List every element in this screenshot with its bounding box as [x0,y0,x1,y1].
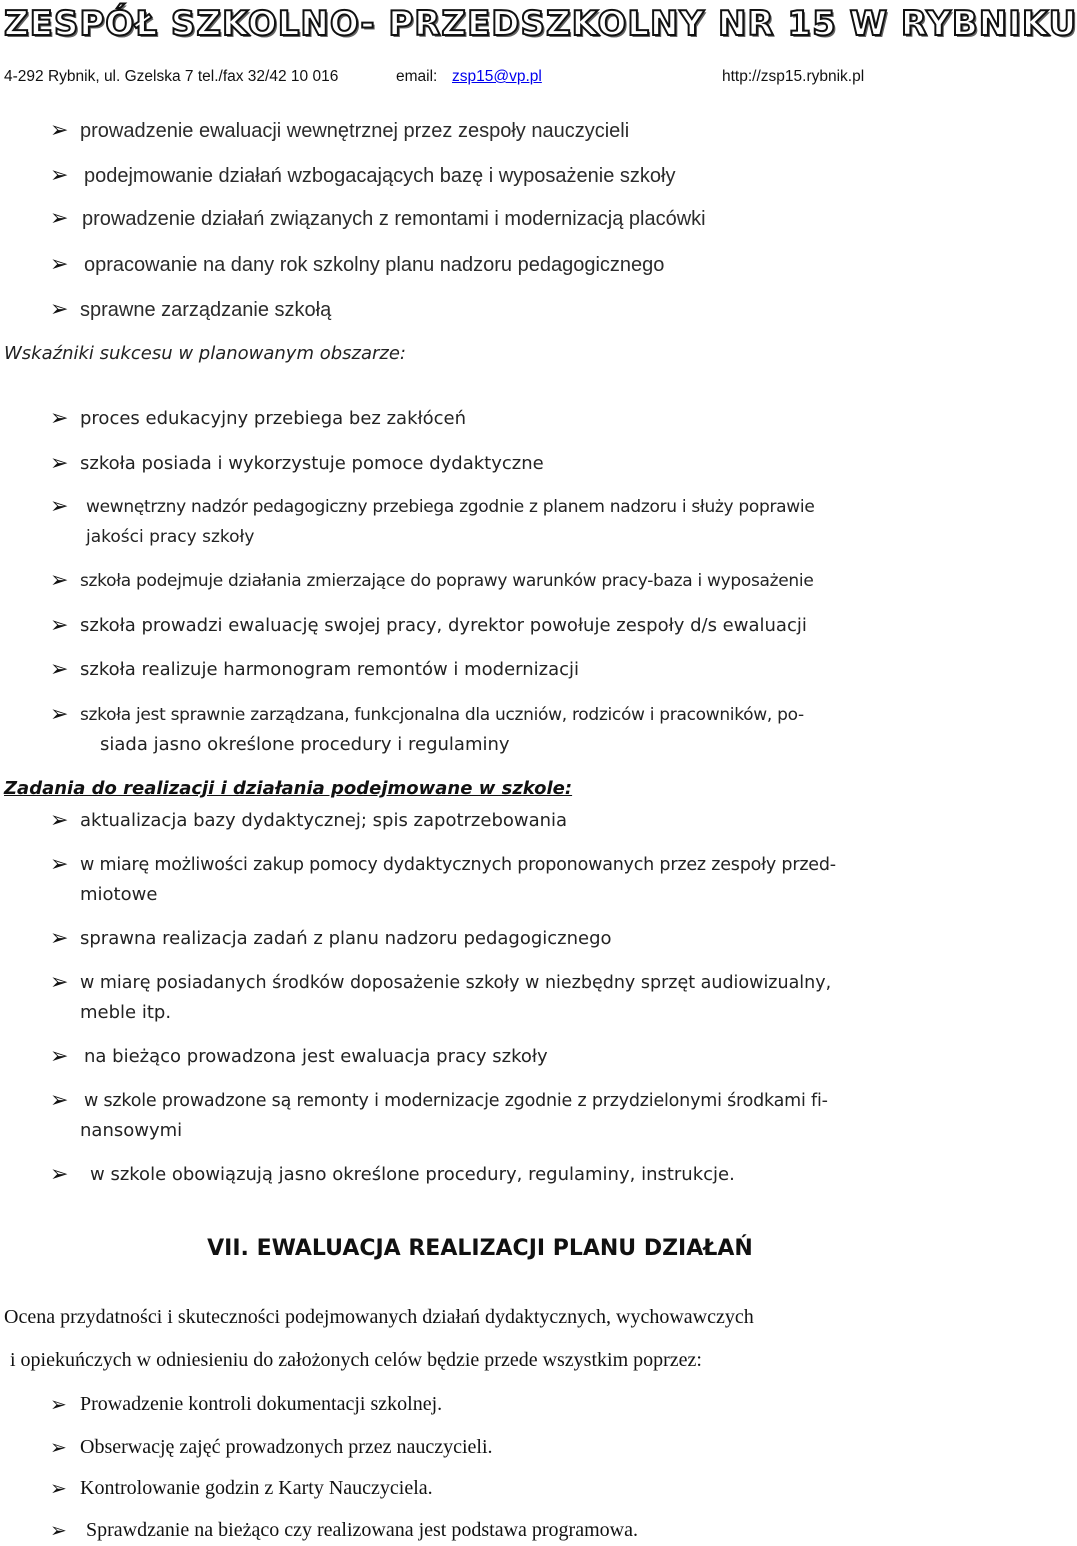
arrow-bullet-icon: ➢ [50,451,69,476]
action-text: sprawna realizacja zadań z planu nadzoru pedagogicznego [80,928,612,949]
indicator-text: szkoła podejmuje działania zmierzające do poprawy warunków pracy-baza i wyposażenie [80,571,814,591]
action-text-continued: meble itp. [80,1002,172,1023]
arrow-bullet-icon: ➢ [50,163,69,188]
indicator-text: szkoła prowadzi ewaluację swojej pracy, dyrektor powołuje zespoły d/s ewaluacji [80,615,807,636]
arrow-bullet-icon: ➢ [50,494,69,519]
indicator-text: szkoła realizuje harmonogram remontów i modernizacji [80,659,580,680]
arrow-bullet-icon: ➢ [50,118,69,143]
action-text: aktualizacja bazy dydaktycznej; spis zapotrzebowania [80,810,568,831]
email-label: email: [396,68,438,85]
arrow-bullet-icon: ➢ [50,1476,67,1500]
website-link[interactable]: http://zsp15.rybnik.pl [722,68,865,85]
indicator-text: szkoła posiada i wykorzystuje pomoce dydaktyczne [80,453,544,474]
section-title: VII. EWALUACJA REALIZACJI PLANU DZIAŁAŃ [207,1236,753,1261]
school-address: 4-292 Rybnik, ul. Gzelska 7 tel./fax 32/42 10 016 [4,68,339,85]
task-text: opracowanie na dany rok szkolny planu nadzoru pedagogicznego [84,254,665,276]
contact-line [4,68,956,90]
arrow-bullet-icon: ➢ [50,252,69,277]
arrow-bullet-icon: ➢ [50,1435,67,1459]
arrow-bullet-icon: ➢ [50,297,69,322]
method-text: Prowadzenie kontroli dokumentacji szkolnej. [80,1393,443,1415]
task-text: prowadzenie działań związanych z remontami i modernizacją placówki [82,208,706,230]
arrow-bullet-icon: ➢ [50,1518,67,1542]
method-text: Obserwację zajęć prowadzonych przez nauczycieli. [80,1436,493,1458]
arrow-bullet-icon: ➢ [50,568,69,593]
task-text: podejmowanie działań wzbogacających bazę i wyposażenie szkoły [84,165,676,187]
arrow-bullet-icon: ➢ [50,1392,67,1416]
arrow-bullet-icon: ➢ [50,206,69,231]
task-text: prowadzenie ewaluacji wewnętrznej przez zespoły nauczycieli [80,120,630,142]
indicator-text-continued: jakości pracy szkoły [86,527,255,547]
indicator-text: wewnętrzny nadzór pedagogiczny przebiega zgodnie z planem nadzoru i służy poprawie [86,497,815,517]
arrow-bullet-icon: ➢ [50,702,69,727]
action-text: na bieżąco prowadzona jest ewaluacja pracy szkoły [84,1046,548,1067]
arrow-bullet-icon: ➢ [50,613,69,638]
actions-heading: Zadania do realizacji i działania podejmowane w szkole: [4,778,573,799]
evaluation-intro-line: i opiekuńczych w odniesieniu do założonych celów będzie przede wszystkim poprzez: [10,1349,702,1371]
method-text: Kontrolowanie godzin z Karty Nauczyciela. [80,1477,433,1499]
school-name-banner: ZESPÓŁ SZKOLNO- PRZEDSZKOLNY NR 15 W RYBNIKU [4,4,1077,44]
indicator-text-continued: siada jasno określone procedury i regulaminy [100,734,510,755]
action-text-continued: nansowymi [80,1120,183,1141]
indicator-text: proces edukacyjny przebiega bez zakłóceń [80,408,466,429]
email-link[interactable]: zsp15@vp.pl [452,68,542,85]
indicators-heading: Wskaźniki sukcesu w planowanym obszarze: [4,343,406,364]
arrow-bullet-icon: ➢ [50,657,69,682]
arrow-bullet-icon: ➢ [50,926,69,951]
arrow-bullet-icon: ➢ [50,808,69,833]
action-text: w szkole prowadzone są remonty i modernizacje zgodnie z przydzielonymi środkami fi- [84,1091,828,1111]
action-text-continued: miotowe [80,884,158,905]
action-text: w szkole obowiązują jasno określone procedury, regulaminy, instrukcje. [90,1164,735,1185]
evaluation-intro-line: Ocena przydatności i skuteczności podejmowanych działań dydaktycznych, wychowawczych [4,1306,754,1328]
action-text: w miarę możliwości zakup pomocy dydaktycznych proponowanych przez zespoły przed- [80,855,836,875]
arrow-bullet-icon: ➢ [50,1162,69,1187]
arrow-bullet-icon: ➢ [50,1044,69,1069]
indicator-text: szkoła jest sprawnie zarządzana, funkcjonalna dla uczniów, rodziców i pracowników, po- [80,705,804,725]
arrow-bullet-icon: ➢ [50,1088,69,1113]
arrow-bullet-icon: ➢ [50,970,69,995]
action-text: w miarę posiadanych środków doposażenie szkoły w niezbędny sprzęt audiowizualny, [80,973,832,993]
arrow-bullet-icon: ➢ [50,852,69,877]
task-text: sprawne zarządzanie szkołą [80,299,332,321]
method-text: Sprawdzanie na bieżąco czy realizowana jest podstawa programowa. [86,1519,638,1541]
arrow-bullet-icon: ➢ [50,406,69,431]
